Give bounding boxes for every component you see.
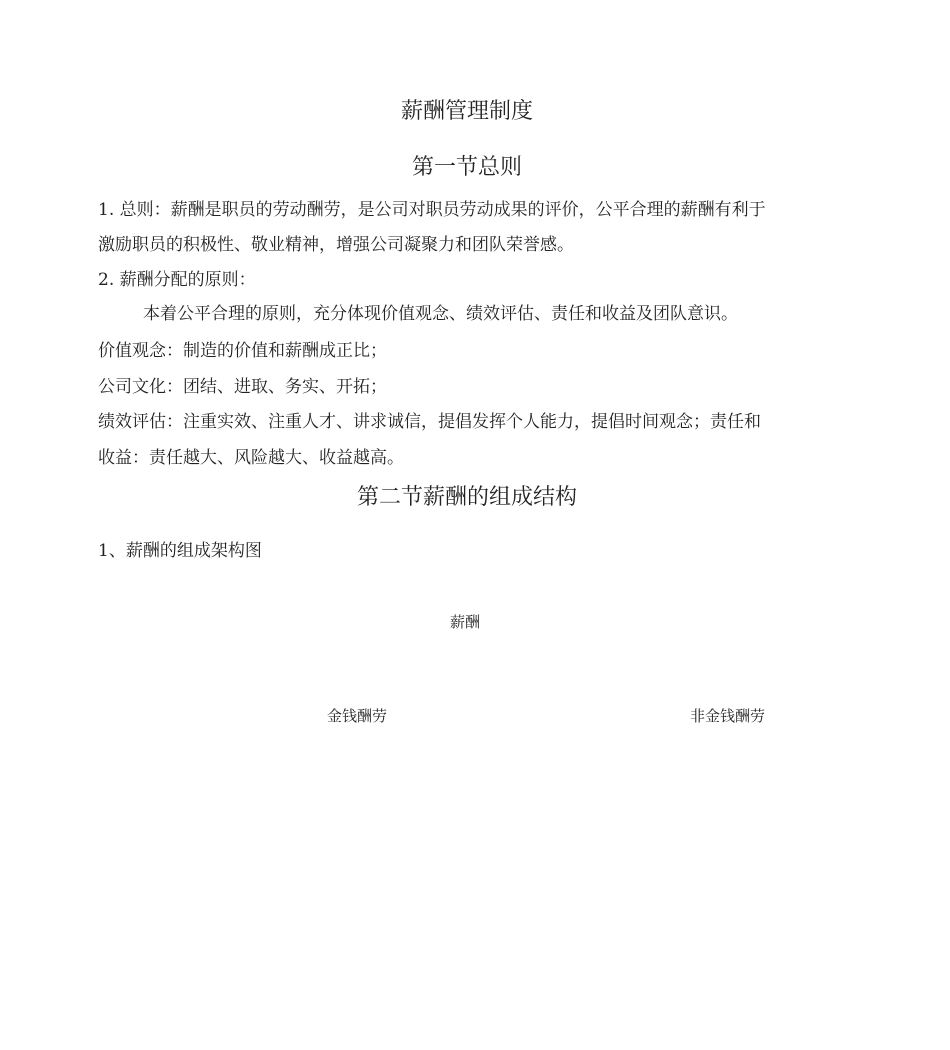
paragraph-general-line1: 1. 总则：薪酬是职员的劳动酬劳，是公司对职员劳动成果的评价，公平合理的薪酬有利于 [98,200,766,220]
paragraph-culture: 公司文化：团结、进取、务实、开拓； [98,377,387,397]
document-title: 薪酬管理制度 [400,99,533,124]
section-heading-general: 第一节总则 [411,155,522,180]
paragraph-principle-heading: 2. 薪酬分配的原则： [98,270,256,290]
paragraph-structure-item: 1、薪酬的组成架构图 [98,541,262,561]
chart-node-monetary: 金钱酬劳 [327,707,388,725]
paragraph-principle: 本着公平合理的原则，充分体现价值观念、绩效评估、责任和收益及团队意识。 [143,304,738,324]
paragraph-performance-line2: 收益：责任越大、风险越大、收益越高。 [98,448,404,468]
section-heading-structure: 第二节薪酬的组成结构 [356,485,577,510]
paragraph-value: 价值观念：制造的价值和薪酬成正比； [98,341,387,361]
chart-node-non-monetary: 非金钱酬劳 [690,707,766,725]
paragraph-general-line2: 激励职员的积极性、敬业精神，增强公司凝聚力和团队荣誉感。 [98,235,574,255]
paragraph-performance-line1: 绩效评估：注重实效、注重人才、讲求诚信，提倡发挥个人能力，提倡时间观念；责任和 [98,412,761,432]
chart-node-root: 薪酬 [450,613,481,631]
